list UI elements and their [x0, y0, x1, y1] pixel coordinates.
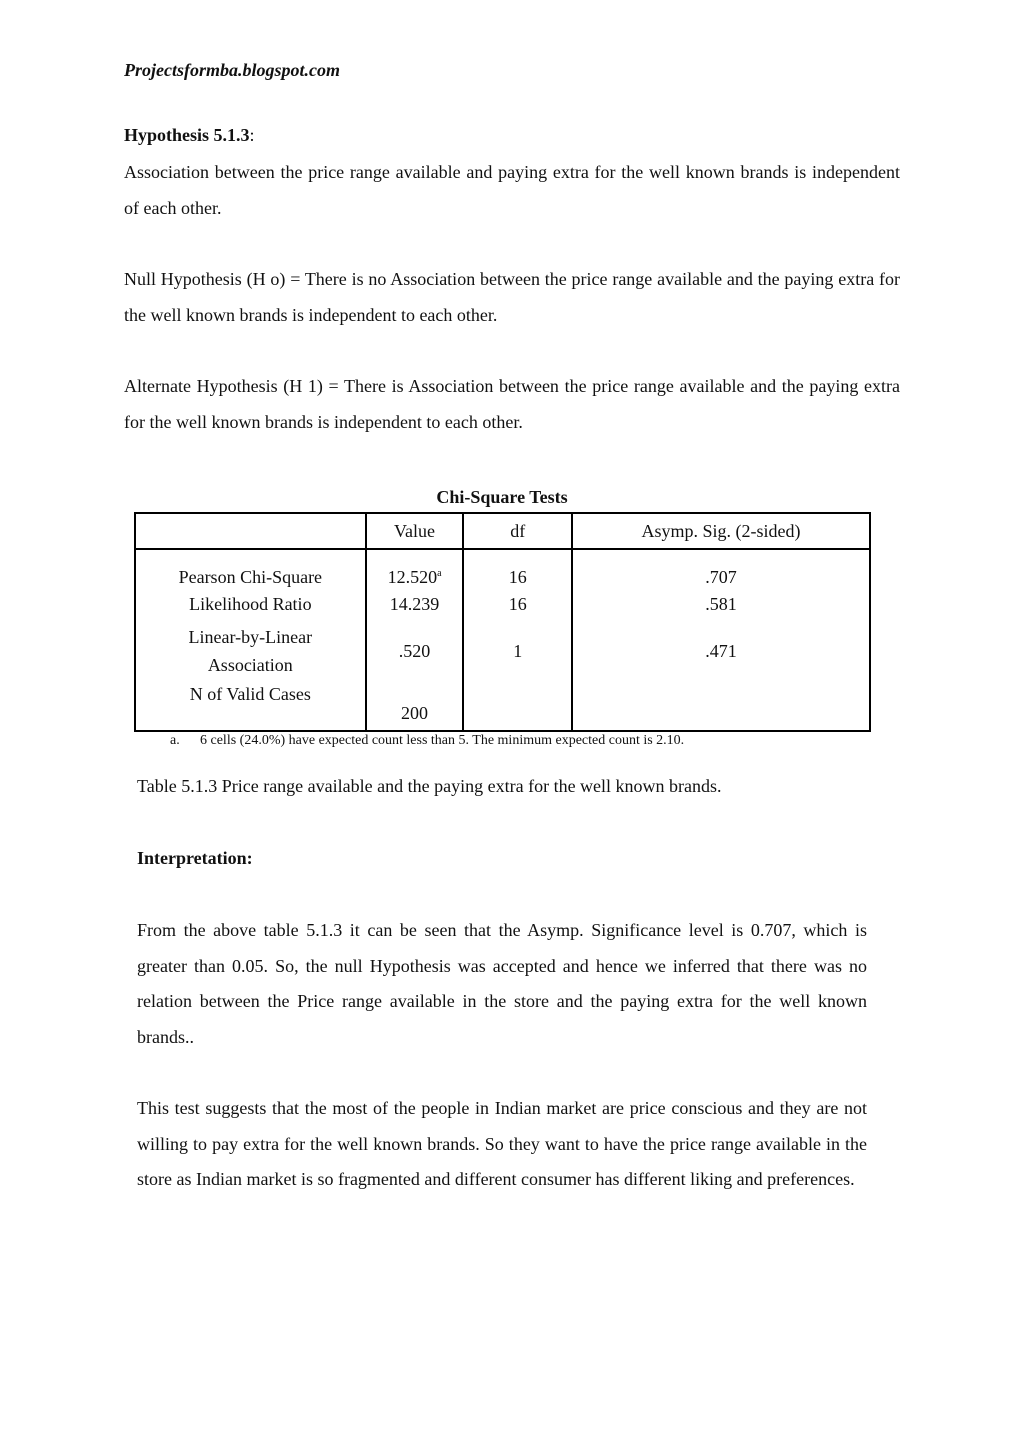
row-label: Likelihood Ratio: [189, 593, 312, 614]
hypothesis-title-text: Hypothesis 5.1.3: [124, 125, 250, 145]
table-header-row: [135, 513, 870, 549]
header-cell-blank: [135, 513, 366, 549]
table-caption: Table 5.1.3 Price range available and the paying extra for the well known brands.: [137, 776, 722, 796]
hypothesis-title: [124, 125, 255, 146]
null-hypothesis: Null Hypothesis (H o) = There is no Association between the price range available and the paying extra for the well known brands is independent to each other.: [124, 269, 900, 325]
row-value-text: 12.520: [387, 567, 438, 587]
hypothesis-statement: Association between the price range available and paying extra for the well known brands is independent of each other.: [124, 162, 900, 218]
site-header: Projectsformba.blogspot.com: [124, 60, 340, 80]
row-sig: .471: [572, 620, 870, 682]
footnote-mark: a.: [170, 733, 180, 748]
interpretation-heading: Interpretation:: [137, 848, 253, 868]
interpretation-paragraph-2: This test suggests that the most of the people in Indian market are price conscious and they are not willing to pay extra for the well known brands. So they want to have the price range available in the store as Indian market is so fragmented and different consumer has different liking and preferences.: [137, 1098, 867, 1189]
footnote-text: 6 cells (24.0%) have expected count less than 5. The minimum expected count is 2.10.: [200, 733, 685, 748]
table-row: [135, 620, 870, 682]
row-sig: .581: [572, 588, 870, 620]
alternate-hypothesis: Alternate Hypothesis (H 1) = There is Association between the price range available and the paying extra for the well known brands is independent to each other.: [124, 376, 900, 432]
hypothesis-title-colon: :: [249, 125, 255, 145]
row-label: N of Valid Cases: [189, 684, 311, 704]
header-cell-df: df: [463, 513, 572, 549]
row-label: Pearson Chi-Square: [178, 567, 323, 587]
row-label: [135, 620, 366, 682]
row-sig: .707: [572, 549, 870, 588]
row-value: [366, 549, 464, 588]
row-df: 16: [463, 588, 572, 620]
chi-square-table: [134, 512, 871, 732]
table-footnote: [170, 733, 684, 749]
table-row: [135, 682, 870, 731]
table-title: Chi-Square Tests: [436, 487, 568, 507]
interpretation-paragraph-1: From the above table 5.1.3 it can be seen that the Asymp. Significance level is 0.707, which is greater than 0.05. So, the null Hypothesis was accepted and hence we inferred that there was no relation between the Price range available in the store and the paying extra for the well known brands..: [137, 920, 867, 1047]
row-sig: [572, 682, 870, 731]
footnote-marker: a: [437, 568, 442, 579]
row-df: 1: [463, 620, 572, 682]
row-label-text: Linear-by-Linear Association: [188, 627, 313, 675]
row-value: [366, 682, 464, 731]
row-value-text: 200: [401, 703, 429, 723]
table-row: [135, 549, 870, 588]
row-df: 16: [463, 549, 572, 588]
row-value: 14.239: [366, 588, 464, 620]
header-cell-value: Value: [366, 513, 464, 549]
row-value: .520: [366, 620, 464, 682]
row-df: [463, 682, 572, 731]
header-cell-sig: Asymp. Sig. (2-sided): [572, 513, 870, 549]
table-row: [135, 588, 870, 620]
